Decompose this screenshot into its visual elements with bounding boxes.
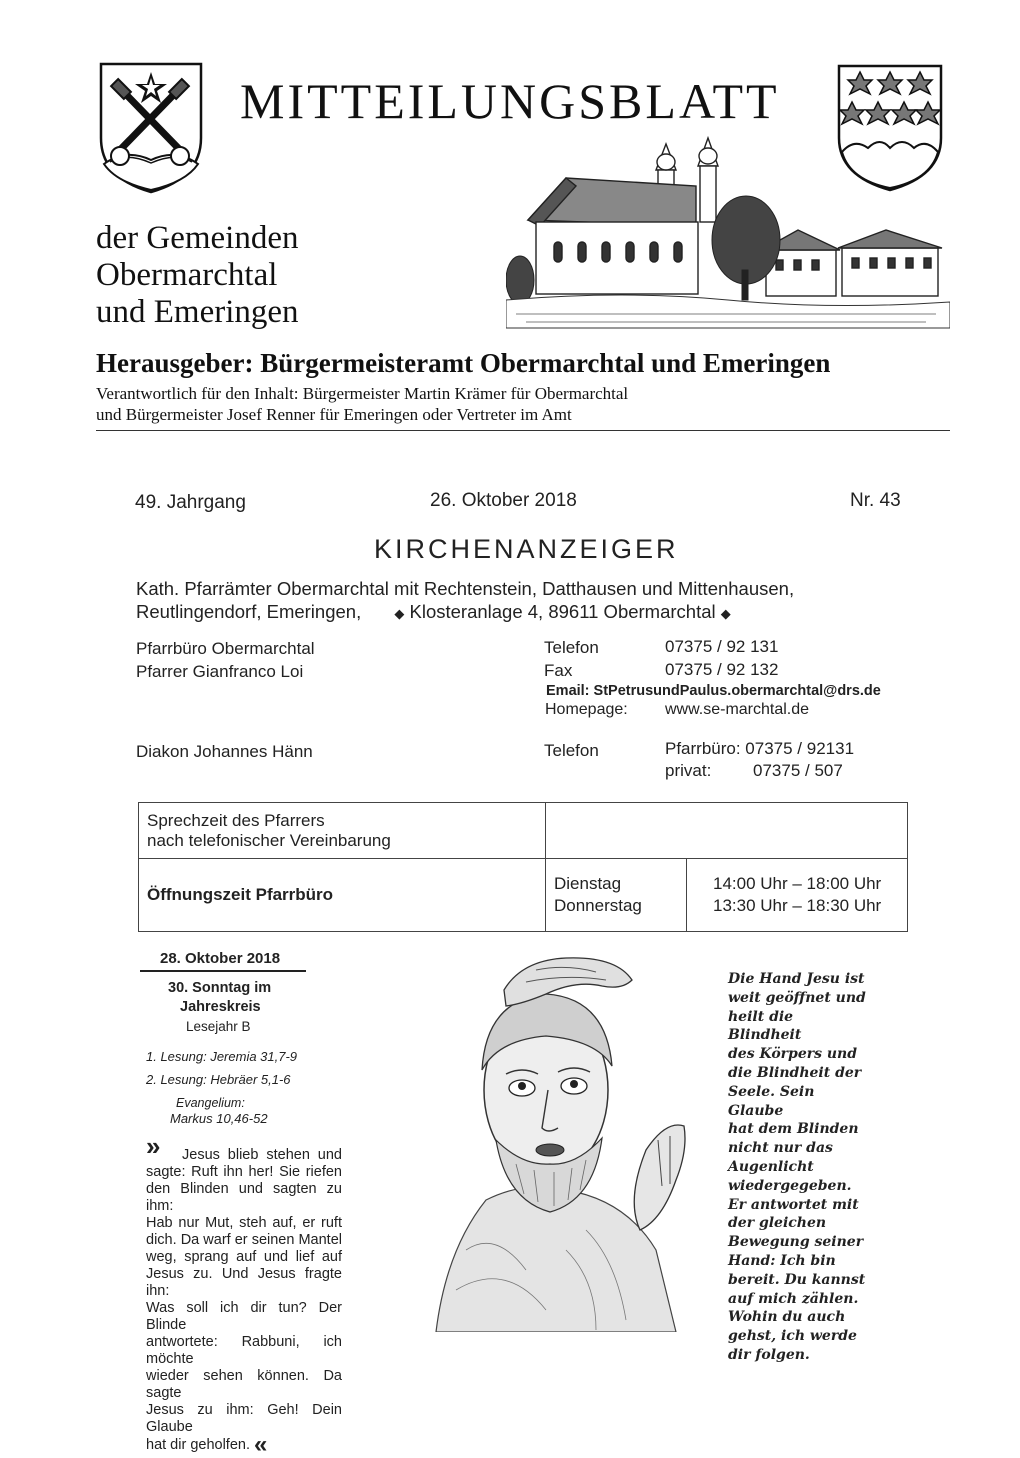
diamond-icon: ◆ [720, 606, 731, 621]
days-cell [546, 859, 687, 932]
empty-cell [546, 803, 908, 859]
deacon-private-label: privat: [665, 761, 712, 780]
email-row [546, 683, 881, 699]
obermarchtal-coat-of-arms [96, 60, 206, 196]
reflection-line: Wohin du auch [728, 1309, 846, 1326]
fax-label: Fax [544, 661, 573, 680]
reflection-line: die Blindheit der [728, 1064, 862, 1081]
reflection-line: Seele. Sein Glaube [728, 1083, 815, 1119]
reflection-line: hat dem Blinden [728, 1121, 859, 1138]
lesejahr: Lesejahr B [186, 1019, 251, 1034]
office-hours-label: Öffnungszeit Pfarrbüro [139, 859, 546, 932]
reflection-line: Er antwortet mit [728, 1196, 859, 1213]
reflection-line: nicht nur das [728, 1140, 833, 1157]
diamond-icon: ◆ [394, 606, 405, 621]
gospel-line: Jesus zu. Und Jesus fragte ihn: [146, 1266, 342, 1299]
subtitle-line: und Emeringen [96, 294, 299, 330]
homepage-label: Homepage: [545, 701, 628, 718]
reflection-line: weit geöffnet und [728, 989, 866, 1006]
open-quote: » [146, 1131, 161, 1161]
table-row [139, 859, 908, 932]
parishes-line-1: Kath. Pfarrämter Obermarchtal mit Rechtenstein, Datthausen und Mittenhausen, [136, 578, 795, 599]
gospel-line: dich. Da warf er seinen Mantel [146, 1232, 342, 1248]
subtitle-line: der Gemeinden [96, 220, 299, 256]
gospel-line: den Blinden und sagten zu ihm: [146, 1181, 342, 1214]
issue-volume: 49. Jahrgang [135, 492, 246, 513]
reflection-line: auf mich zählen. [728, 1290, 859, 1307]
gospel-text [146, 1147, 342, 1458]
phone-value: 07375 / 92 131 [665, 637, 779, 656]
consultation-line-2: nach telefonischer Vereinbarung [147, 830, 391, 850]
consultation-line-1: Sprechzeit des Pfarrers [147, 810, 325, 830]
email-value[interactable]: StPetrusundPaulus.obermarchtal@drs.de [593, 683, 881, 699]
publisher-label: Herausgeber: [96, 348, 254, 378]
priest-name: Pfarrer Gianfranco Loi [136, 662, 304, 681]
day-2: Donnerstag [554, 896, 642, 915]
gospel-line: Jesus zu ihm: Geh! Dein Glaube [146, 1402, 342, 1435]
reflection-line: Bewegung seiner [728, 1234, 864, 1251]
gospel-line: Was soll ich dir tun? Der Blinde [146, 1300, 342, 1333]
fax-value: 07375 / 92 132 [665, 660, 779, 679]
subtitle-line: Obermarchtal [96, 257, 278, 293]
parish-address: Klosteranlage 4, 89611 Obermarchtal [409, 601, 716, 622]
parishes-line-2 [136, 601, 731, 623]
deacon-office-phone: Pfarrbüro: 07375 / 92131 [665, 739, 855, 758]
reflection-line: des Körpers und [728, 1046, 858, 1063]
reflection-line: wiedergegeben. [728, 1177, 852, 1194]
table-row [139, 803, 908, 859]
reflection-line: der gleichen [728, 1215, 827, 1232]
time-1: 14:00 Uhr – 18:00 Uhr [713, 874, 882, 893]
reflection-line: Augenlicht [728, 1158, 814, 1175]
reading-1: 1. Lesung: Jeremia 31,7-9 [146, 1049, 298, 1064]
times-cell [687, 859, 908, 932]
reflection-line: Die Hand Jesu ist [728, 971, 865, 987]
close-quote: « [254, 1431, 268, 1458]
phone-label: Telefon [544, 638, 599, 657]
gospel-line: Jesus blieb stehen und [182, 1147, 342, 1163]
gospel-line: weg, sprang auf und lief auf [146, 1249, 342, 1265]
deacon-private-value: 07375 / 507 [753, 761, 843, 780]
kirchenanzeiger-title: KIRCHENANZEIGER [374, 534, 679, 564]
reflection-text [728, 970, 868, 1365]
time-2: 13:30 Uhr – 18:30 Uhr [713, 896, 882, 915]
reflection-line: heilt die Blindheit [728, 1008, 802, 1044]
day-1: Dienstag [554, 874, 622, 893]
homepage-value[interactable]: www.se-marchtal.de [665, 701, 810, 718]
deacon-phone-label: Telefon [544, 741, 599, 760]
newsletter-title: MITTEILUNGSBLATT [240, 73, 780, 129]
sunday-date: 28. Oktober 2018 [160, 950, 281, 967]
issue-number: Nr. 43 [850, 490, 901, 511]
publisher-line [96, 348, 830, 379]
office-hours-table [138, 802, 908, 932]
blind-man-illustration [426, 950, 716, 1332]
gospel-line-last [146, 1431, 342, 1458]
publisher-name: Bürgermeisteramt Obermarchtal und Emeringen [260, 348, 831, 378]
reflection-line: Hand: Ich bin [728, 1252, 836, 1269]
gospel-label: Evangelium: [176, 1096, 245, 1110]
header-divider [96, 430, 950, 431]
reflection-line: bereit. Du kannst [728, 1271, 866, 1288]
gospel-line: sagte: Ruft ihn her! Sie riefen [146, 1164, 342, 1180]
reading-2: 2. Lesung: Hebräer 5,1-6 [146, 1072, 291, 1087]
responsible-line-2: und Bürgermeister Josef Renner für Emeringen oder Vertreter im Amt [96, 405, 572, 424]
email-label: Email: [546, 683, 590, 699]
parishes-line-2-text: Reutlingendorf, Emeringen, [136, 601, 362, 622]
office-name: Pfarrbüro Obermarchtal [136, 639, 315, 658]
issue-date: 26. Oktober 2018 [430, 490, 577, 511]
consultation-cell [139, 803, 546, 859]
sunday-name-line-1: 30. Sonntag im [168, 980, 272, 996]
responsible-line-1: Verantwortlich für den Inhalt: Bürgermeister Martin Krämer für Obermarchtal [96, 384, 629, 403]
gospel-line: wieder sehen können. Da sagte [146, 1368, 342, 1401]
reflection-line: dir folgen. [728, 1346, 810, 1363]
gospel-line: antwortete: Rabbuni, ich möchte [146, 1334, 342, 1367]
deacon-name: Diakon Johannes Hänn [136, 742, 313, 761]
sunday-name-line-2: Jahreskreis [180, 999, 261, 1015]
sunday-date-underline [140, 970, 306, 972]
monastery-illustration [506, 130, 950, 330]
gospel-line: hat dir geholfen. [146, 1437, 250, 1453]
reflection-line: gehst, ich werde [728, 1328, 857, 1345]
gospel-reference: Markus 10,46-52 [170, 1111, 268, 1126]
gospel-line: Hab nur Mut, steh auf, er ruft [146, 1215, 342, 1231]
